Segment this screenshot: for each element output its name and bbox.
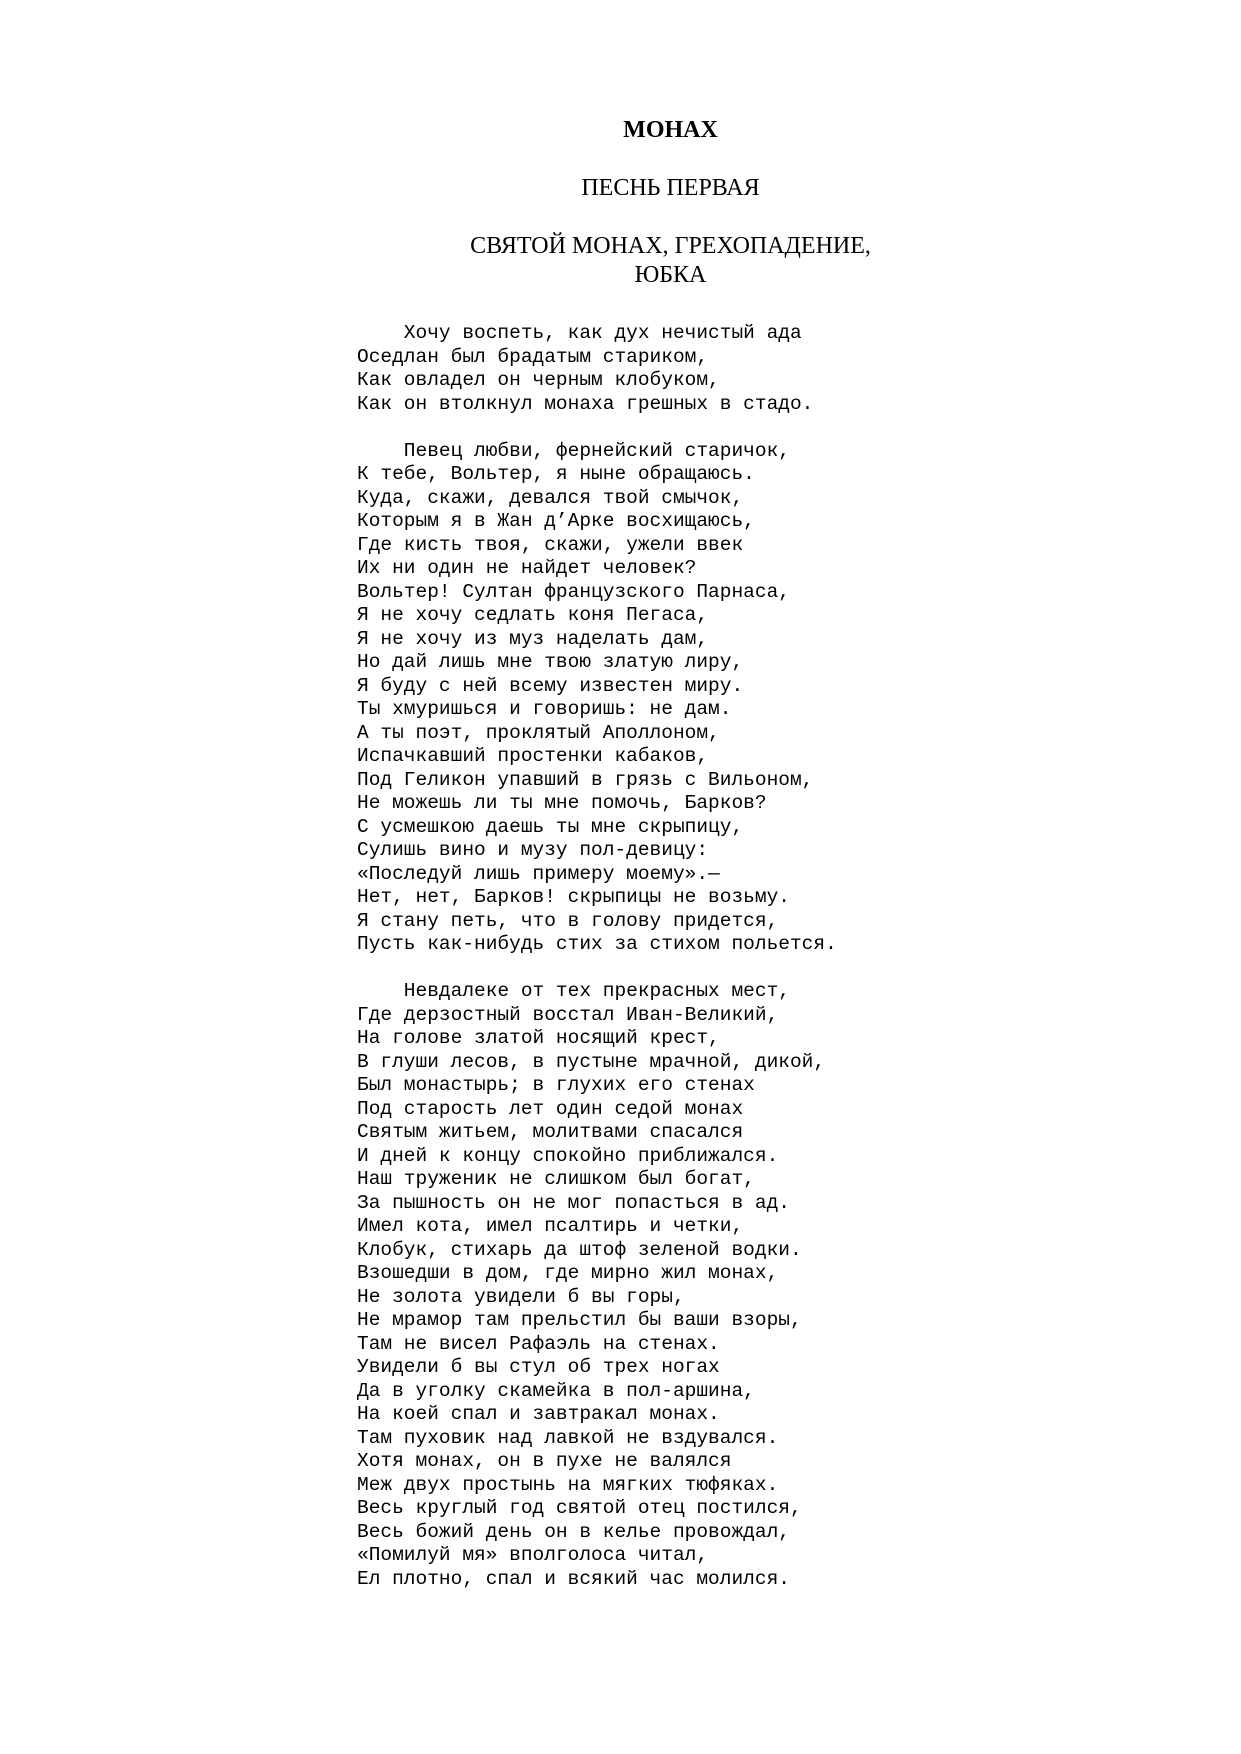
poem-title: МОНАХ <box>623 117 718 143</box>
verse-line: Да в уголку скамейка в пол-аршина, <box>357 1379 755 1402</box>
canto-heading: ПЕСНЬ ПЕРВАЯ <box>581 175 760 201</box>
verse-line: Их ни один не найдет человек? <box>357 557 697 579</box>
verse-line: Имел кота, имел псалтирь и четки, <box>357 1215 744 1237</box>
verse-line: Не золота увидели б вы горы, <box>357 1285 685 1308</box>
verse-line: С усмешкою даешь ты мне скрыпицу, <box>357 815 744 838</box>
verse-line: Вольтер! Султан французского Парнаса, <box>357 580 790 603</box>
verse-line: Пусть как-нибудь стих за стихом польется. <box>357 933 837 955</box>
stanza <box>357 322 1217 416</box>
verse-line: Весь божий день он в келье провождал, <box>357 1520 790 1543</box>
verse-line: Испачкавший простенки кабаков, <box>357 745 709 767</box>
verse-line: Был монастырь; в глухих его стенах <box>357 1074 755 1096</box>
verse-line: Взошедши в дом, где мирно жил монах, <box>357 1262 779 1284</box>
verse-line: А ты поэт, проклятый Аполлоном, <box>357 721 720 744</box>
verse-line: Как овладел он черным клобуком, <box>357 369 720 391</box>
verse-line: Святым житьем, молитвами спасался <box>357 1121 744 1143</box>
verse-line: Под Геликон упавший в грязь с Вильоном, <box>357 768 814 791</box>
stanza <box>357 980 1217 1591</box>
verse-line: «Последуй лишь примеру моему».— <box>357 862 720 885</box>
verse-line: Но дай лишь мне твою златую лиру, <box>357 651 744 673</box>
verse-line: Меж двух простынь на мягких тюфяках. <box>357 1473 779 1496</box>
verse-line: В глуши лесов, в пустыне мрачной, дикой, <box>357 1050 826 1073</box>
verse-line: Куда, скажи, девался твой смычок, <box>357 486 744 509</box>
verse-line: Сулишь вино и музу пол-девицу: <box>357 839 709 861</box>
verse-line: Там пуховик над лавкой не вздувался. <box>357 1426 779 1449</box>
verse-line: Которым я в Жан д’Арке восхищаюсь, <box>357 510 755 532</box>
verse-line: Где кисть твоя, скажи, ужели ввек <box>357 533 744 556</box>
verse-line: Там не висел Рафаэль на стенах. <box>357 1332 720 1355</box>
verse-line: Наш труженик не слишком был богат, <box>357 1168 755 1190</box>
verse-line: «Помилуй мя» вполголоса читал, <box>357 1544 709 1566</box>
verse-line: И дней к концу спокойно приближался. <box>357 1144 779 1167</box>
verse-line: На коей спал и завтракал монах. <box>357 1403 720 1425</box>
verse-line: Где дерзостный восстал Иван-Великий, <box>357 1003 779 1026</box>
verse-line: Певец любви, фернейский старичок, <box>357 439 790 462</box>
verse-line: Ел плотно, спал и всякий час молился. <box>357 1567 790 1590</box>
verse-line: Я не хочу седлать коня Пегаса, <box>357 604 709 626</box>
verse-line: Не можешь ли ты мне помочь, Барков? <box>357 792 767 814</box>
verse-line: Я стану петь, что в голову придется, <box>357 909 779 932</box>
verse-line: Оседлан был брадатым стариком, <box>357 345 709 368</box>
verse-line: Как он втолкнул монаха грешных в стадо. <box>357 392 814 415</box>
verse-line: Не мрамор там прельстил бы ваши взоры, <box>357 1309 802 1331</box>
poem-body <box>357 322 1217 1615</box>
chapter-heading-line: СВЯТОЙ МОНАХ, ГРЕХОПАДЕНИЕ, <box>470 233 871 259</box>
verse-line: Хочу воспеть, как дух нечистый ада <box>357 322 802 344</box>
verse-line: Я не хочу из муз наделать дам, <box>357 627 709 650</box>
verse-line: За пышность он не мог попасться в ад. <box>357 1191 790 1214</box>
verse-line: Нет, нет, Барков! скрыпицы не возьму. <box>357 886 790 908</box>
verse-line: Ты хмуришься и говоришь: не дам. <box>357 698 732 720</box>
verse-line: Увидели б вы стул об трех ногах <box>357 1356 720 1378</box>
verse-line: Хотя монах, он в пухе не валялся <box>357 1450 732 1472</box>
verse-line: Под старость лет один седой монах <box>357 1097 744 1120</box>
verse-line: Невдалеке от тех прекрасных мест, <box>357 980 790 1002</box>
verse-line: К тебе, Вольтер, я ныне обращаюсь. <box>357 463 755 485</box>
verse-line: Я буду с ней всему известен миру. <box>357 674 744 697</box>
verse-line: На голове златой носящий крест, <box>357 1027 720 1049</box>
stanza <box>357 440 1217 957</box>
verse-line: Весь круглый год святой отец постился, <box>357 1497 802 1519</box>
chapter-heading <box>0 232 1241 290</box>
chapter-heading-line: ЮБКА <box>634 262 707 288</box>
verse-line: Клобук, стихарь да штоф зеленой водки. <box>357 1238 802 1261</box>
